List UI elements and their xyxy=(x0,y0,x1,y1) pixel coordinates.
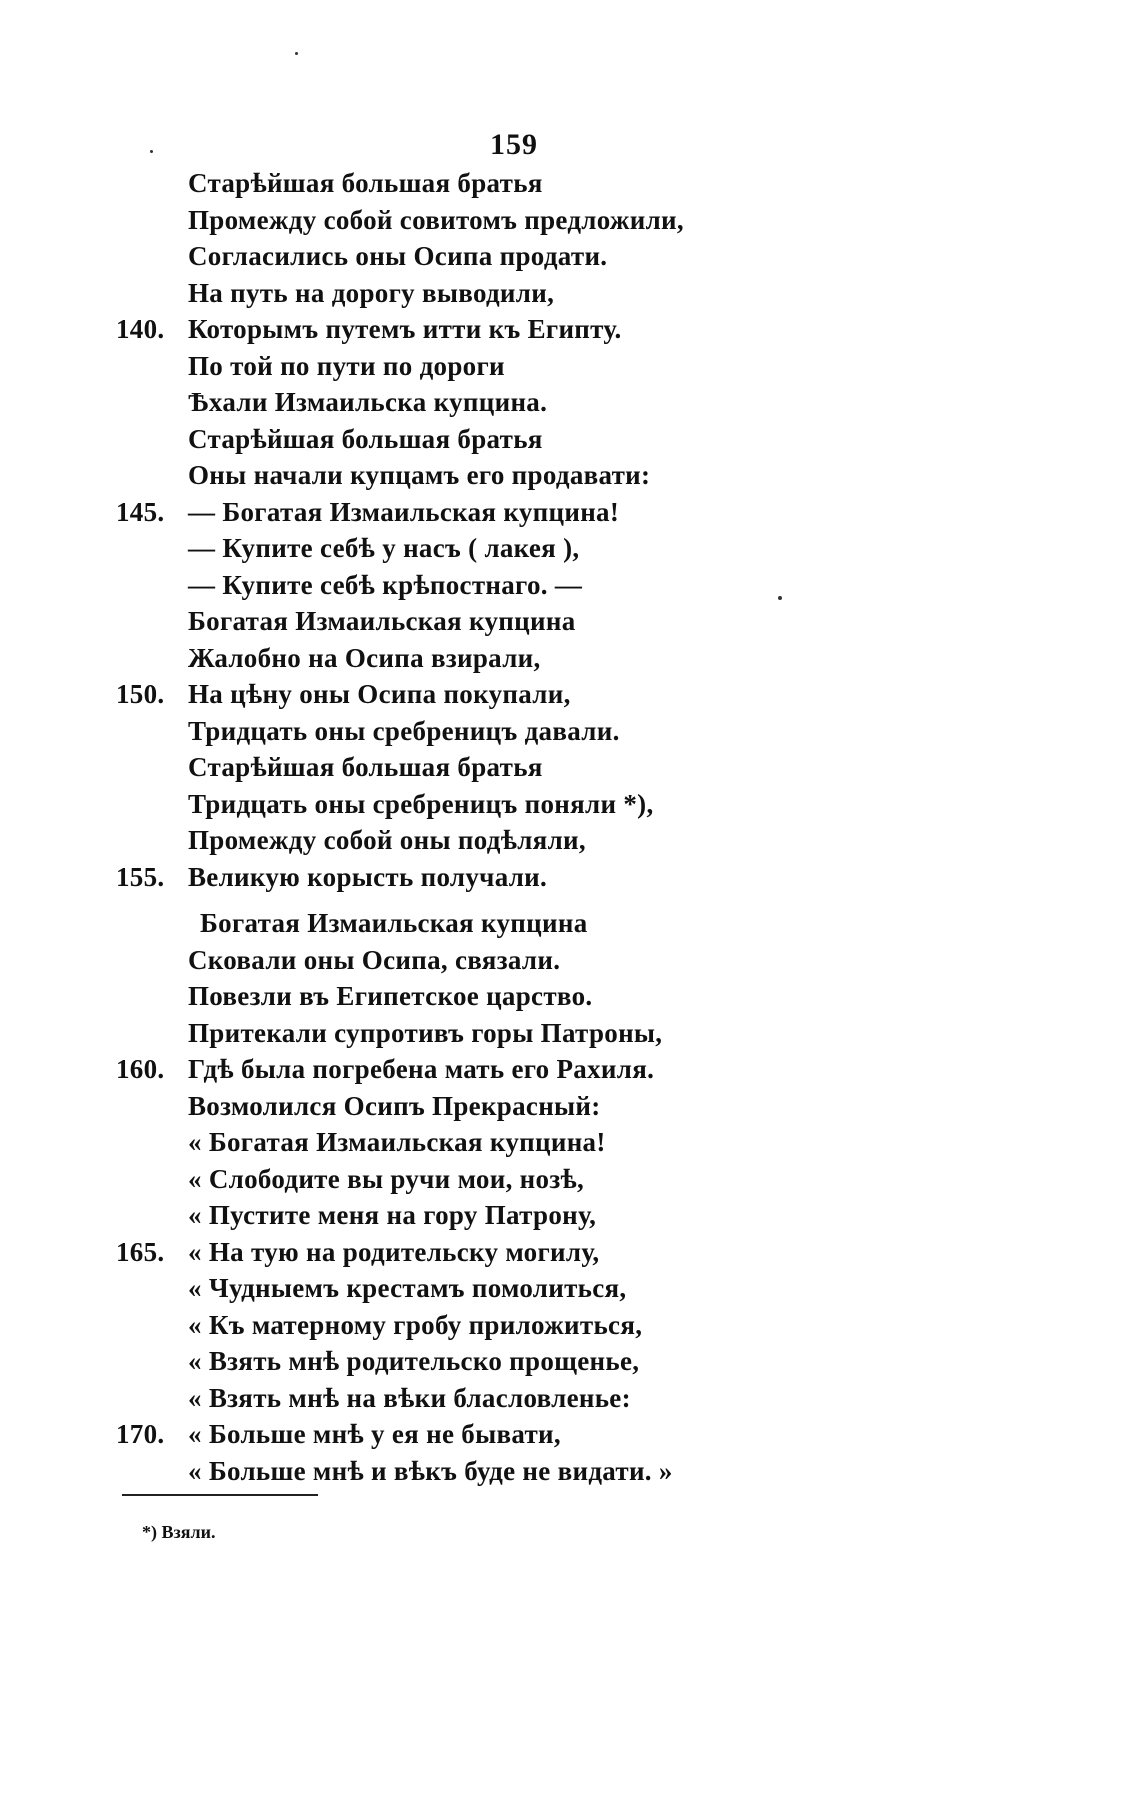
line-number: 140. xyxy=(116,314,165,344)
verse-text: — Богатая Измаильская купцина! xyxy=(188,496,620,527)
verse-line xyxy=(0,1273,1140,1310)
verse-line xyxy=(0,314,1140,351)
verse-text: Повезли въ Египетское царство. xyxy=(188,981,593,1011)
print-speck xyxy=(150,150,153,153)
verse-text: Старѣйшая большая братья xyxy=(188,168,543,198)
verse-line xyxy=(0,387,1140,424)
verse-text: Старѣйшая большая братья xyxy=(188,752,543,782)
verse-text: Ѣхали Измаильска купцина. xyxy=(188,387,548,417)
verse-line xyxy=(0,1237,1140,1274)
verse-text: Притекали супротивъ горы Патроны, xyxy=(188,1017,663,1048)
footnote-rule xyxy=(122,1494,318,1496)
verse-text: « На тую на родительску могилу, xyxy=(188,1236,600,1267)
verse-line xyxy=(0,533,1140,570)
verse-line xyxy=(0,1456,1140,1493)
verse-line xyxy=(0,1383,1140,1420)
footnote: *) Взяли. xyxy=(142,1522,216,1542)
verse-line xyxy=(0,1346,1140,1383)
verse-text: — Купите себѣ крѣпостнаго. — xyxy=(188,569,583,600)
verse-line xyxy=(0,862,1140,899)
verse-text: Богатая Измаильская купцина xyxy=(188,606,576,636)
verse-text: Оны начали купцамъ его продавати: xyxy=(188,460,651,490)
line-number: 145. xyxy=(116,496,165,527)
verse-text: « Взять мнѣ родительско прощенье, xyxy=(188,1346,640,1376)
verse-stanza-2 xyxy=(0,908,1140,1492)
verse-text: Сковали оны Осипа, связали. xyxy=(188,944,561,975)
line-number: 150. xyxy=(116,679,165,709)
verse-text: Промежду собой оны подѣляли, xyxy=(188,825,586,855)
verse-line xyxy=(0,1419,1140,1456)
verse-line xyxy=(0,825,1140,862)
verse-text: « Больше мнѣ у ея не бывати, xyxy=(188,1419,561,1449)
verse-line xyxy=(0,1054,1140,1091)
verse-line xyxy=(0,424,1140,461)
line-number: 165. xyxy=(116,1236,165,1267)
verse-text: « Пустите меня на гору Патрону, xyxy=(188,1200,597,1230)
verse-line xyxy=(0,460,1140,497)
verse-line xyxy=(0,716,1140,753)
verse-line xyxy=(0,945,1140,982)
verse-line xyxy=(0,168,1140,205)
verse-line xyxy=(0,643,1140,680)
verse-line xyxy=(0,908,1140,945)
verse-line xyxy=(0,1200,1140,1237)
page-number: 159 xyxy=(490,128,538,161)
verse-text: « Чудныемъ крестамъ помолиться, xyxy=(188,1273,627,1303)
verse-text: Великую корысть получали. xyxy=(188,861,548,892)
verse-stanza-1 xyxy=(0,168,1140,898)
verse-line xyxy=(0,205,1140,242)
verse-text: Гдѣ была погребена мать его Рахиля. xyxy=(188,1054,655,1084)
verse-text: На путь на дорогу выводили, xyxy=(188,277,555,308)
verse-line xyxy=(0,679,1140,716)
print-speck xyxy=(295,52,298,55)
line-number: 155. xyxy=(116,861,165,892)
verse-text: Богатая Измаильская купцина xyxy=(200,908,588,938)
verse-text: Тридцать оны сребреницъ поняли *), xyxy=(188,788,654,819)
verse-text: По той по пути по дороги xyxy=(188,350,505,381)
verse-line xyxy=(0,570,1140,607)
verse-text: « Къ матерному гробу приложиться, xyxy=(188,1309,643,1340)
verse-line xyxy=(0,1091,1140,1128)
verse-text: Жалобно на Осипа взирали, xyxy=(188,642,541,673)
verse-text: Согласились оны Осипа продати. xyxy=(188,241,608,271)
verse-text: « Больше мнѣ и вѣкъ буде не видати. » xyxy=(188,1455,673,1486)
verse-line xyxy=(0,1018,1140,1055)
verse-text: Промежду собой совитомъ предложили, xyxy=(188,204,684,235)
verse-line xyxy=(0,497,1140,534)
verse-line xyxy=(0,752,1140,789)
line-number: 160. xyxy=(116,1054,165,1084)
verse-text: Которымъ путемъ итти къ Египту. xyxy=(188,314,622,344)
verse-text: « Взять мнѣ на вѣки бласловленье: xyxy=(188,1382,631,1413)
verse-line xyxy=(0,278,1140,315)
verse-text: На цѣну оны Осипа покупали, xyxy=(188,679,571,709)
line-number: 170. xyxy=(116,1419,165,1449)
verse-line xyxy=(0,241,1140,278)
verse-text: « Богатая Измаильская купцина! xyxy=(188,1127,606,1157)
verse-line xyxy=(0,1127,1140,1164)
verse-text: « Слободите вы ручи мои, нозѣ, xyxy=(188,1163,585,1194)
verse-text: Старѣйшая большая братья xyxy=(188,423,543,454)
verse-line xyxy=(0,1164,1140,1201)
verse-text: Тридцать оны сребреницъ давали. xyxy=(188,715,620,746)
verse-line xyxy=(0,351,1140,388)
verse-line xyxy=(0,789,1140,826)
verse-text: — Купите себѣ у насъ ( лакея ), xyxy=(188,533,580,563)
verse-line xyxy=(0,606,1140,643)
verse-line xyxy=(0,981,1140,1018)
verse-text: Возмолился Осипъ Прекрасный: xyxy=(188,1090,601,1121)
verse-line xyxy=(0,1310,1140,1347)
